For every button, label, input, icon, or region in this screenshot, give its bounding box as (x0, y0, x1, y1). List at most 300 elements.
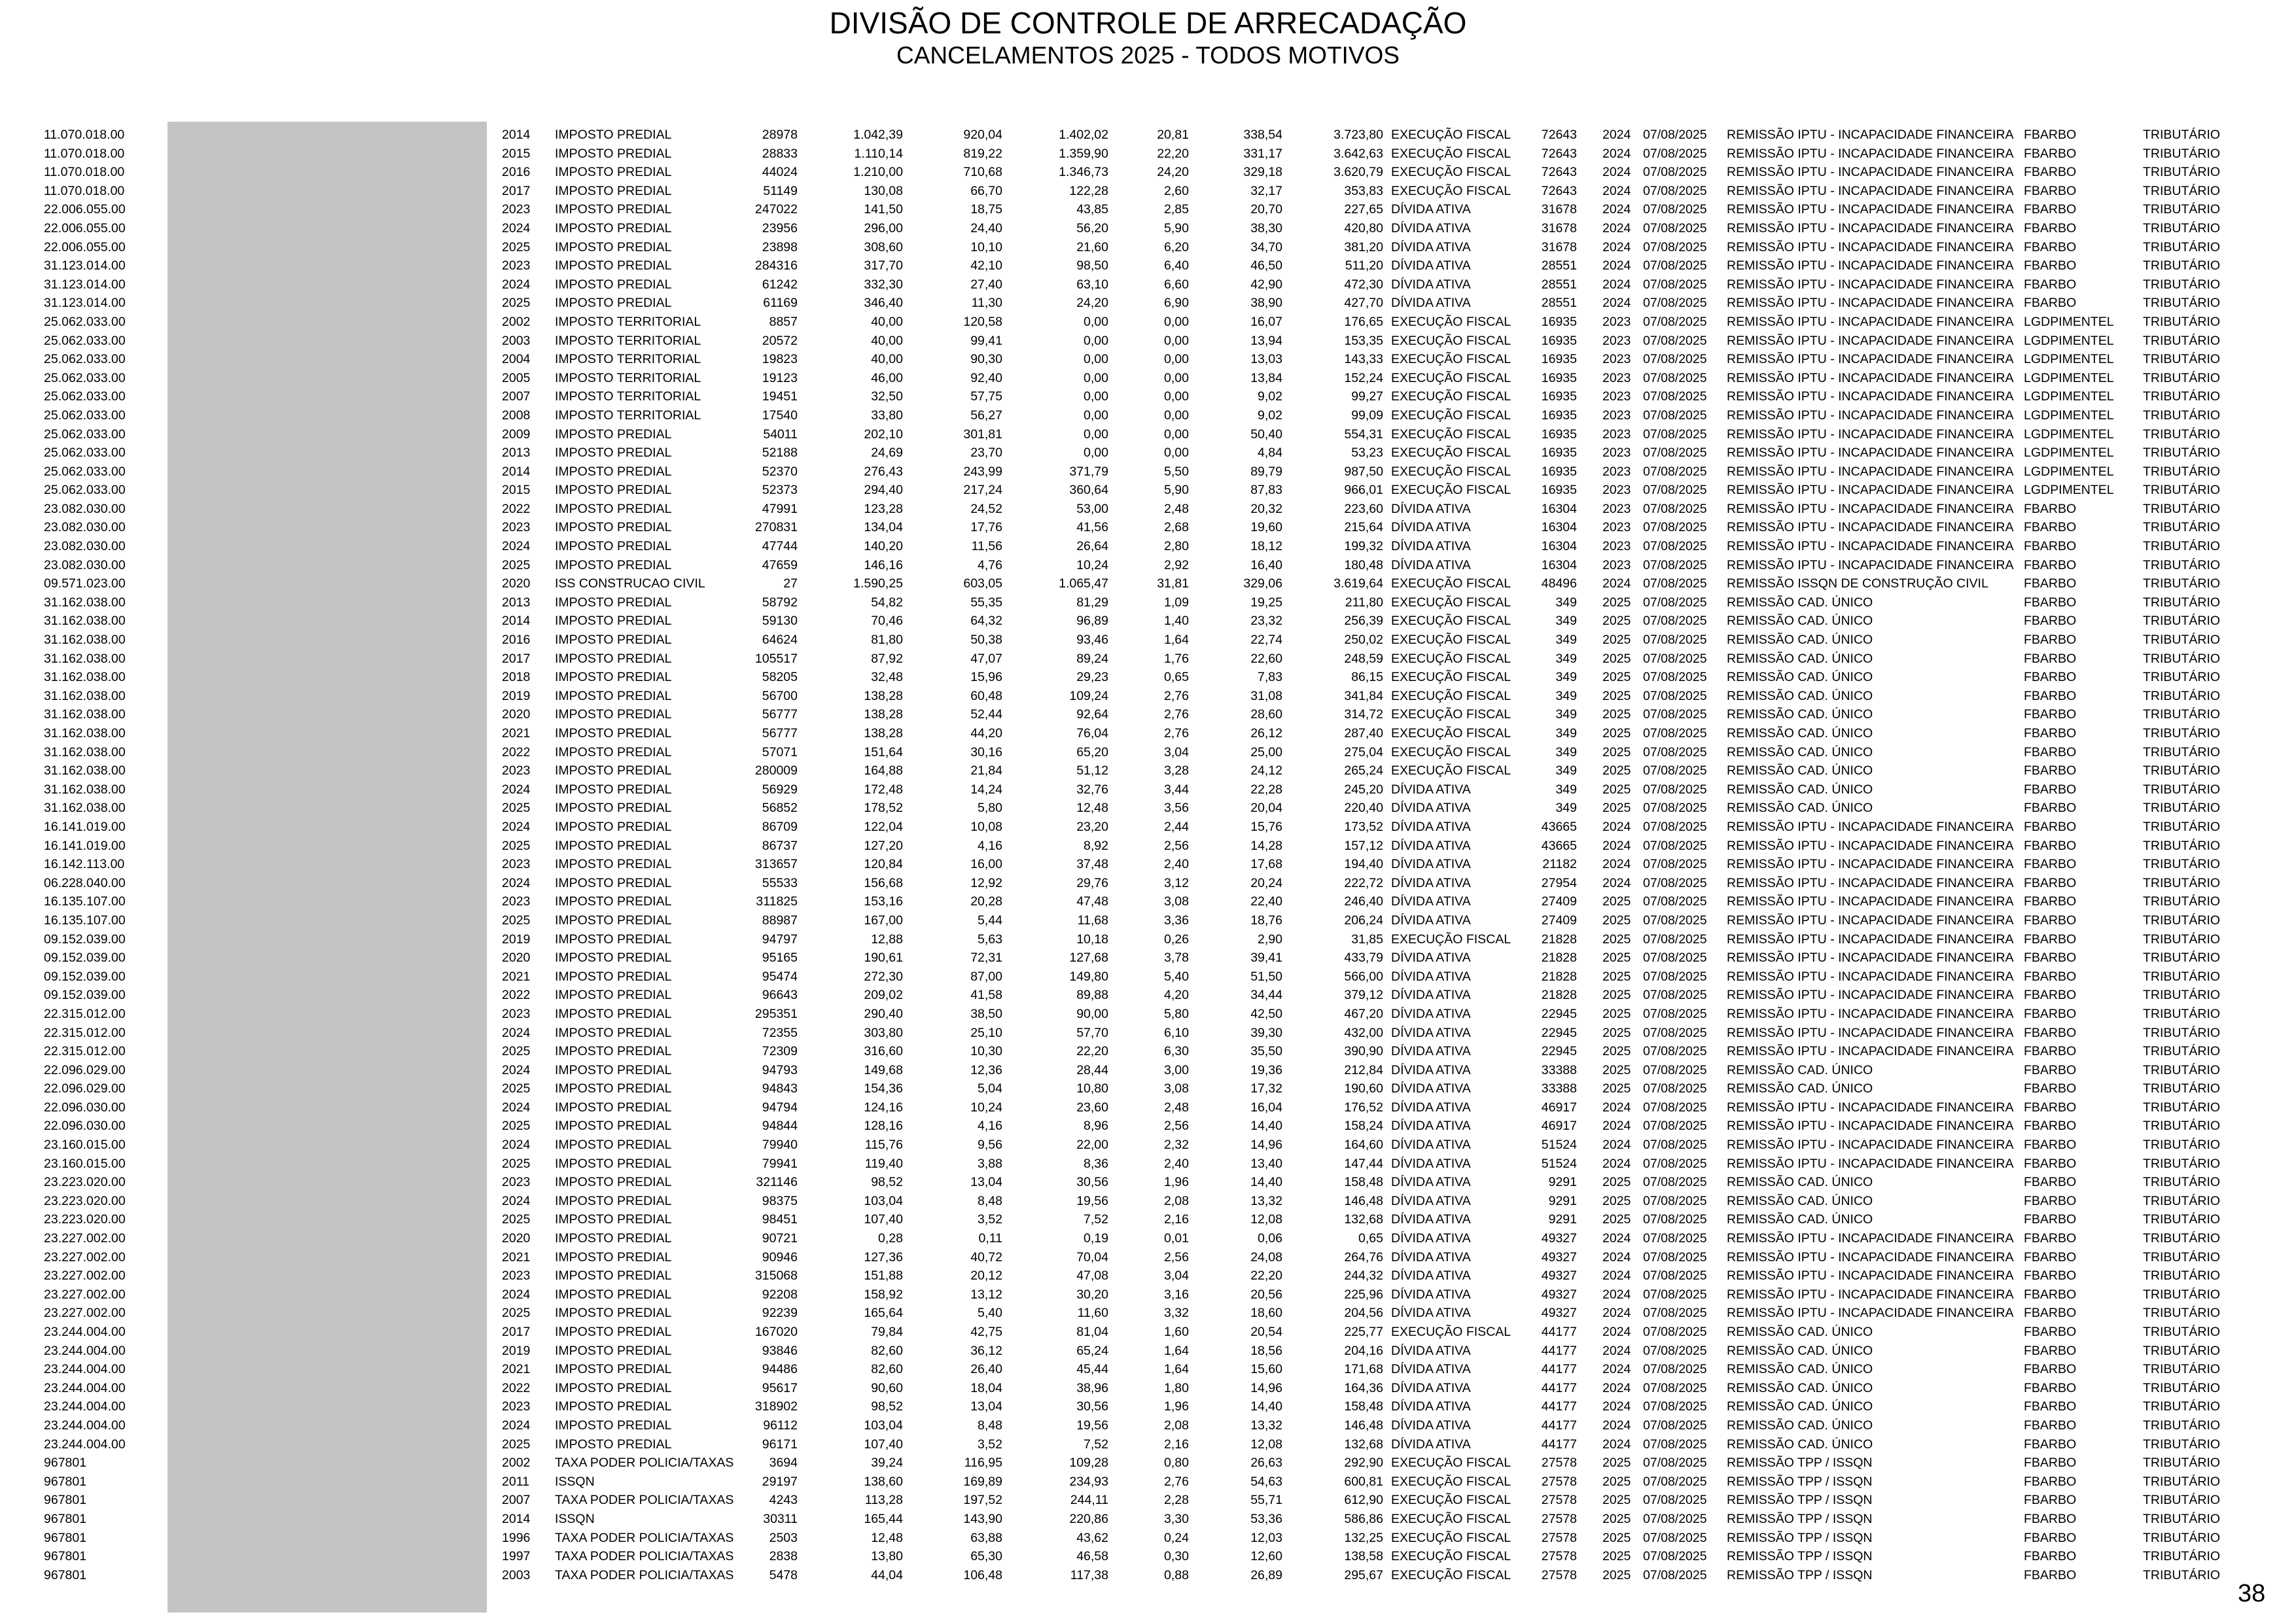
cell-process_year: 2023 (1602, 427, 1631, 442)
cell-status: EXECUÇÃO FISCAL (1391, 183, 1511, 198)
cell-tax_type: IMPOSTO PREDIAL (555, 1399, 672, 1414)
cell-reg_number: 28833 (762, 146, 798, 161)
cell-process_year: 2024 (1602, 1325, 1631, 1339)
cell-process_number: 21828 (1541, 988, 1577, 1003)
cell-reason: REMISSÃO TPP / ISSQN (1727, 1493, 1873, 1508)
cell-exercise_year: 2024 (502, 1287, 531, 1302)
cell-category: TRIBUTÁRIO (2143, 501, 2221, 516)
cell-value_2: 197,52 (963, 1493, 1002, 1508)
cell-value_2: 8,48 (978, 1418, 1002, 1433)
cell-category: TRIBUTÁRIO (2143, 165, 2221, 180)
cell-value_2: 106,48 (963, 1567, 1002, 1582)
cell-status: DÍVIDA ATIVA (1391, 258, 1471, 273)
cell-value_4: 4,20 (1164, 988, 1189, 1003)
cell-exercise_year: 2007 (502, 389, 531, 404)
cell-reason: REMISSÃO IPTU - INCAPACIDADE FINANCEIRA (1727, 969, 2014, 984)
cell-date: 07/08/2025 (1643, 1044, 1707, 1059)
cell-status: DÍVIDA ATIVA (1391, 239, 1471, 254)
cell-date: 07/08/2025 (1643, 633, 1707, 648)
cell-code: 23.227.002.00 (44, 1268, 126, 1283)
cell-code: 23.227.002.00 (44, 1231, 126, 1246)
cell-category: TRIBUTÁRIO (2143, 1418, 2221, 1433)
cell-value_4: 2,56 (1164, 1119, 1189, 1134)
cell-code: 22.315.012.00 (44, 1044, 126, 1059)
cell-category: TRIBUTÁRIO (2143, 651, 2221, 666)
cell-value_4: 6,30 (1164, 1044, 1189, 1059)
cell-category: TRIBUTÁRIO (2143, 1493, 2221, 1508)
cell-status: DÍVIDA ATIVA (1391, 1175, 1471, 1190)
cell-category: TRIBUTÁRIO (2143, 801, 2221, 816)
cell-value_3: 23,20 (1076, 819, 1108, 834)
cell-status: DÍVIDA ATIVA (1391, 1249, 1471, 1265)
cell-value_3: 22,00 (1076, 1138, 1108, 1153)
cell-value_total: 158,24 (1344, 1119, 1383, 1134)
cell-code: 25.062.033.00 (44, 370, 126, 385)
cell-status: EXECUÇÃO FISCAL (1391, 633, 1511, 648)
cell-date: 07/08/2025 (1643, 277, 1707, 292)
cell-exercise_year: 2021 (502, 1362, 531, 1377)
cell-reason: REMISSÃO IPTU - INCAPACIDADE FINANCEIRA (1727, 932, 2014, 947)
cell-value_3: 53,00 (1076, 501, 1108, 516)
cell-value_total: 246,40 (1344, 894, 1383, 909)
cell-tax_type: IMPOSTO PREDIAL (555, 183, 672, 198)
cell-tax_type: IMPOSTO PREDIAL (555, 857, 672, 872)
cell-code: 22.315.012.00 (44, 1006, 126, 1021)
cell-value_total: 146,48 (1344, 1193, 1383, 1208)
cell-user: FBARBO (2024, 651, 2077, 666)
table-row (0, 518, 2296, 537)
cell-value_5: 20,24 (1250, 875, 1282, 890)
cell-tax_type: IMPOSTO PREDIAL (555, 202, 672, 217)
cell-value_4: 3,36 (1164, 913, 1189, 928)
cell-date: 07/08/2025 (1643, 501, 1707, 516)
cell-date: 07/08/2025 (1643, 1549, 1707, 1564)
cell-value_3: 0,00 (1084, 333, 1108, 348)
cell-category: TRIBUTÁRIO (2143, 688, 2221, 703)
cell-exercise_year: 2016 (502, 633, 531, 648)
cell-value_1: 46,00 (871, 370, 903, 385)
cell-value_4: 0,00 (1164, 333, 1189, 348)
cell-user: FBARBO (2024, 1268, 2077, 1283)
cell-tax_type: IMPOSTO TERRITORIAL (555, 370, 701, 385)
cell-value_4: 0,80 (1164, 1456, 1189, 1471)
table-row (0, 275, 2296, 294)
cell-date: 07/08/2025 (1643, 838, 1707, 853)
cell-date: 07/08/2025 (1643, 352, 1707, 367)
cell-exercise_year: 2014 (502, 1511, 531, 1526)
cell-user: FBARBO (2024, 1343, 2077, 1358)
cell-value_3: 7,52 (1084, 1212, 1108, 1227)
cell-process_number: 349 (1555, 744, 1577, 759)
cell-user: FBARBO (2024, 688, 2077, 703)
cell-process_number: 44177 (1541, 1437, 1577, 1452)
cell-tax_type: IMPOSTO PREDIAL (555, 427, 672, 442)
cell-reg_number: 90721 (762, 1231, 798, 1246)
cell-process_year: 2024 (1602, 1306, 1631, 1321)
cell-reason: REMISSÃO IPTU - INCAPACIDADE FINANCEIRA (1727, 1287, 2014, 1302)
cell-value_4: 2,48 (1164, 1100, 1189, 1115)
cell-category: TRIBUTÁRIO (2143, 445, 2221, 461)
cell-reg_number: 19823 (762, 352, 798, 367)
cell-reg_number: 315068 (754, 1268, 798, 1283)
table-row (0, 1042, 2296, 1061)
cell-value_4: 2,76 (1164, 726, 1189, 741)
cell-category: TRIBUTÁRIO (2143, 969, 2221, 984)
cell-value_1: 158,92 (864, 1287, 903, 1302)
cell-tax_type: IMPOSTO PREDIAL (555, 1418, 672, 1433)
cell-value_5: 4,84 (1258, 445, 1282, 461)
cell-status: DÍVIDA ATIVA (1391, 969, 1471, 984)
cell-status: DÍVIDA ATIVA (1391, 1399, 1471, 1414)
cell-status: EXECUÇÃO FISCAL (1391, 128, 1511, 142)
cell-value_4: 5,90 (1164, 220, 1189, 236)
cell-reason: REMISSÃO IPTU - INCAPACIDADE FINANCEIRA (1727, 296, 2014, 311)
cell-code: 31.162.038.00 (44, 801, 126, 816)
cell-reg_number: 88987 (762, 913, 798, 928)
cell-exercise_year: 2024 (502, 539, 531, 554)
cell-value_1: 82,60 (871, 1343, 903, 1358)
cell-value_2: 52,44 (970, 707, 1002, 722)
cell-code: 23.082.030.00 (44, 539, 126, 554)
cell-reg_number: 92208 (762, 1287, 798, 1302)
cell-value_2: 50,38 (970, 633, 1002, 648)
cell-status: DÍVIDA ATIVA (1391, 1437, 1471, 1452)
cell-reg_number: 270831 (754, 520, 798, 535)
cell-value_1: 98,52 (871, 1175, 903, 1190)
cell-value_4: 0,65 (1164, 670, 1189, 685)
cell-user: FBARBO (2024, 1193, 2077, 1208)
cell-code: 967801 (44, 1456, 87, 1471)
cell-value_3: 29,23 (1076, 670, 1108, 685)
cell-code: 23.082.030.00 (44, 557, 126, 572)
cell-value_4: 0,00 (1164, 370, 1189, 385)
cell-status: DÍVIDA ATIVA (1391, 1081, 1471, 1096)
cell-value_total: 215,64 (1344, 520, 1383, 535)
cell-reg_number: 55533 (762, 875, 798, 890)
table-row (0, 1155, 2296, 1174)
cell-value_5: 2,90 (1258, 932, 1282, 947)
cell-value_3: 360,64 (1069, 483, 1108, 498)
cell-user: LGDPIMENTEL (2024, 314, 2114, 329)
cell-status: DÍVIDA ATIVA (1391, 1025, 1471, 1040)
cell-user: FBARBO (2024, 726, 2077, 741)
table-row (0, 799, 2296, 818)
cell-value_total: 176,65 (1344, 314, 1383, 329)
cell-value_5: 22,74 (1250, 633, 1282, 648)
cell-value_total: 176,52 (1344, 1100, 1383, 1115)
cell-status: DÍVIDA ATIVA (1391, 202, 1471, 217)
cell-value_2: 5,40 (978, 1306, 1002, 1321)
cell-value_1: 149,68 (864, 1062, 903, 1077)
cell-value_4: 0,24 (1164, 1530, 1189, 1545)
cell-exercise_year: 2020 (502, 576, 531, 591)
cell-value_4: 3,04 (1164, 744, 1189, 759)
cell-value_4: 3,28 (1164, 763, 1189, 778)
cell-reg_number: 92239 (762, 1306, 798, 1321)
cell-date: 07/08/2025 (1643, 1325, 1707, 1339)
cell-value_3: 92,64 (1076, 707, 1108, 722)
cell-value_4: 2,16 (1164, 1437, 1189, 1452)
cell-process_year: 2023 (1602, 352, 1631, 367)
cell-reg_number: 95474 (762, 969, 798, 984)
cell-user: FBARBO (2024, 988, 2077, 1003)
cell-value_3: 21,60 (1076, 239, 1108, 254)
cell-value_5: 35,50 (1250, 1044, 1282, 1059)
cell-user: LGDPIMENTEL (2024, 389, 2114, 404)
cell-value_3: 96,89 (1076, 614, 1108, 629)
cell-value_total: 132,25 (1344, 1530, 1383, 1545)
cell-code: 25.062.033.00 (44, 352, 126, 367)
cell-value_4: 2,56 (1164, 1249, 1189, 1265)
cell-category: TRIBUTÁRIO (2143, 670, 2221, 685)
cell-value_3: 46,58 (1076, 1549, 1108, 1564)
cell-reason: REMISSÃO IPTU - INCAPACIDADE FINANCEIRA (1727, 857, 2014, 872)
cell-process_year: 2024 (1602, 576, 1631, 591)
cell-user: FBARBO (2024, 1287, 2077, 1302)
cell-value_2: 92,40 (970, 370, 1002, 385)
cell-reg_number: 29197 (762, 1474, 798, 1489)
cell-value_2: 16,00 (970, 857, 1002, 872)
cell-reg_number: 47744 (762, 539, 798, 554)
cell-reg_number: 2838 (769, 1549, 798, 1564)
cell-process_number: 43665 (1541, 838, 1577, 853)
cell-value_total: 225,96 (1344, 1287, 1383, 1302)
cell-process_number: 27578 (1541, 1549, 1577, 1564)
cell-value_5: 19,36 (1250, 1062, 1282, 1077)
cell-status: DÍVIDA ATIVA (1391, 1231, 1471, 1246)
cell-status: DÍVIDA ATIVA (1391, 1287, 1471, 1302)
cell-value_4: 1,96 (1164, 1399, 1189, 1414)
cell-process_number: 33388 (1541, 1062, 1577, 1077)
cell-reg_number: 44024 (762, 165, 798, 180)
cell-status: EXECUÇÃO FISCAL (1391, 1549, 1511, 1564)
cell-value_3: 371,79 (1069, 464, 1108, 479)
cell-category: TRIBUTÁRIO (2143, 1193, 2221, 1208)
cell-user: FBARBO (2024, 707, 2077, 722)
cell-value_5: 39,30 (1250, 1025, 1282, 1040)
table-row (0, 1342, 2296, 1361)
cell-user: FBARBO (2024, 220, 2077, 236)
cell-process_year: 2025 (1602, 894, 1631, 909)
cell-value_3: 89,24 (1076, 651, 1108, 666)
cell-reason: REMISSÃO ISSQN DE CONSTRUÇÃO CIVIL (1727, 576, 1988, 591)
cell-tax_type: IMPOSTO PREDIAL (555, 633, 672, 648)
cell-value_total: 0,65 (1358, 1231, 1383, 1246)
cell-tax_type: IMPOSTO PREDIAL (555, 520, 672, 535)
cell-category: TRIBUTÁRIO (2143, 352, 2221, 367)
cell-user: FBARBO (2024, 1212, 2077, 1227)
cell-code: 31.162.038.00 (44, 707, 126, 722)
cell-value_2: 57,75 (970, 389, 1002, 404)
cell-process_year: 2025 (1602, 1511, 1631, 1526)
cell-category: TRIBUTÁRIO (2143, 763, 2221, 778)
cell-process_number: 349 (1555, 614, 1577, 629)
cell-value_total: 204,56 (1344, 1306, 1383, 1321)
cell-status: DÍVIDA ATIVA (1391, 220, 1471, 236)
cell-reg_number: 17540 (762, 408, 798, 423)
cell-process_number: 22945 (1541, 1044, 1577, 1059)
cell-tax_type: IMPOSTO PREDIAL (555, 1249, 672, 1265)
cell-tax_type: IMPOSTO PREDIAL (555, 445, 672, 461)
cell-tax_type: IMPOSTO PREDIAL (555, 913, 672, 928)
cell-exercise_year: 2024 (502, 1100, 531, 1115)
cell-value_5: 50,40 (1250, 427, 1282, 442)
cell-exercise_year: 2025 (502, 557, 531, 572)
cell-value_5: 22,60 (1250, 651, 1282, 666)
cell-value_1: 294,40 (864, 483, 903, 498)
cell-value_5: 17,68 (1250, 857, 1282, 872)
cell-exercise_year: 2009 (502, 427, 531, 442)
cell-value_5: 20,32 (1250, 501, 1282, 516)
cell-reg_number: 59130 (762, 614, 798, 629)
cell-value_2: 243,99 (963, 464, 1002, 479)
cell-value_5: 338,54 (1243, 128, 1282, 142)
cell-reason: REMISSÃO TPP / ISSQN (1727, 1530, 1873, 1545)
cell-exercise_year: 2022 (502, 1380, 531, 1395)
cell-value_2: 26,40 (970, 1362, 1002, 1377)
cell-value_4: 0,00 (1164, 352, 1189, 367)
cell-value_4: 2,68 (1164, 520, 1189, 535)
cell-value_3: 0,00 (1084, 427, 1108, 442)
cell-reason: REMISSÃO IPTU - INCAPACIDADE FINANCEIRA (1727, 1100, 2014, 1115)
table-row (0, 668, 2296, 687)
cell-user: FBARBO (2024, 146, 2077, 161)
cell-value_total: 467,20 (1344, 1006, 1383, 1021)
cell-value_3: 65,24 (1076, 1343, 1108, 1358)
cell-tax_type: IMPOSTO PREDIAL (555, 1212, 672, 1227)
cell-category: TRIBUTÁRIO (2143, 1511, 2221, 1526)
cell-value_2: 9,56 (978, 1138, 1002, 1153)
cell-category: TRIBUTÁRIO (2143, 819, 2221, 834)
cell-status: DÍVIDA ATIVA (1391, 557, 1471, 572)
cell-date: 07/08/2025 (1643, 483, 1707, 498)
cell-process_number: 21182 (1542, 857, 1577, 872)
cell-value_4: 2,60 (1164, 183, 1189, 198)
cell-date: 07/08/2025 (1643, 1231, 1707, 1246)
cell-value_3: 19,56 (1076, 1418, 1108, 1433)
cell-value_total: 190,60 (1344, 1081, 1383, 1096)
cell-process_year: 2024 (1602, 1231, 1631, 1246)
cell-reason: REMISSÃO CAD. ÚNICO (1727, 614, 1873, 629)
cell-code: 967801 (44, 1474, 87, 1489)
cell-reg_number: 79940 (762, 1138, 798, 1153)
cell-code: 23.227.002.00 (44, 1249, 126, 1265)
table-row (0, 1210, 2296, 1229)
table-row (0, 780, 2296, 799)
cell-code: 967801 (44, 1493, 87, 1508)
cell-category: TRIBUTÁRIO (2143, 427, 2221, 442)
cell-value_2: 24,40 (970, 220, 1002, 236)
cell-value_5: 15,60 (1250, 1362, 1282, 1377)
cell-value_total: 164,60 (1344, 1138, 1383, 1153)
cell-value_1: 107,40 (864, 1437, 903, 1452)
cell-value_3: 93,46 (1076, 633, 1108, 648)
table-row (0, 574, 2296, 593)
cell-process_number: 27578 (1541, 1474, 1577, 1489)
cell-reason: REMISSÃO CAD. ÚNICO (1727, 726, 1873, 741)
cell-tax_type: IMPOSTO PREDIAL (555, 1343, 672, 1358)
cell-status: DÍVIDA ATIVA (1391, 1362, 1471, 1377)
cell-user: FBARBO (2024, 857, 2077, 872)
cell-reason: REMISSÃO TPP / ISSQN (1727, 1474, 1873, 1489)
cell-exercise_year: 1997 (502, 1549, 531, 1564)
cell-value_total: 245,20 (1344, 782, 1383, 797)
cell-value_total: 158,48 (1344, 1399, 1383, 1414)
cell-value_1: 332,30 (864, 277, 903, 292)
table-row (0, 126, 2296, 145)
cell-tax_type: IMPOSTO PREDIAL (555, 838, 672, 853)
cell-tax_type: IMPOSTO PREDIAL (555, 557, 672, 572)
cell-process_number: 16935 (1541, 408, 1577, 423)
cell-tax_type: IMPOSTO PREDIAL (555, 763, 672, 778)
cell-code: 11.070.018.00 (44, 146, 125, 161)
cell-value_1: 164,88 (864, 763, 903, 778)
cell-user: FBARBO (2024, 1325, 2077, 1339)
cell-process_number: 16935 (1541, 314, 1577, 329)
cell-user: FBARBO (2024, 1456, 2077, 1471)
cell-value_2: 42,10 (970, 258, 1002, 273)
cell-value_total: 138,58 (1344, 1549, 1383, 1564)
cell-process_year: 2025 (1602, 1193, 1631, 1208)
cell-reg_number: 8857 (769, 314, 798, 329)
cell-value_3: 1.065,47 (1059, 576, 1108, 591)
cell-date: 07/08/2025 (1643, 614, 1707, 629)
cell-date: 07/08/2025 (1643, 782, 1707, 797)
cell-value_1: 44,04 (871, 1567, 903, 1582)
cell-value_3: 24,20 (1076, 296, 1108, 311)
cell-exercise_year: 2003 (502, 1567, 531, 1582)
cell-value_2: 12,92 (970, 875, 1002, 890)
cell-process_number: 27954 (1541, 875, 1577, 890)
table-row (0, 425, 2296, 444)
cell-value_2: 30,16 (970, 744, 1002, 759)
cell-value_1: 296,00 (864, 220, 903, 236)
cell-category: TRIBUTÁRIO (2143, 1456, 2221, 1471)
cell-value_3: 19,56 (1076, 1193, 1108, 1208)
cell-date: 07/08/2025 (1643, 1418, 1707, 1433)
cell-date: 07/08/2025 (1643, 165, 1707, 180)
table-row (0, 369, 2296, 388)
cell-value_total: 173,52 (1344, 819, 1383, 834)
cell-tax_type: IMPOSTO PREDIAL (555, 1119, 672, 1134)
cell-category: TRIBUTÁRIO (2143, 894, 2221, 909)
cell-exercise_year: 2025 (502, 1212, 531, 1227)
cell-code: 22.096.030.00 (44, 1119, 126, 1134)
cell-reg_number: 57071 (762, 744, 798, 759)
cell-value_5: 19,25 (1250, 595, 1282, 610)
cell-value_1: 87,92 (871, 651, 903, 666)
cell-process_year: 2025 (1602, 1044, 1631, 1059)
cell-date: 07/08/2025 (1643, 239, 1707, 254)
cell-exercise_year: 2021 (502, 1249, 531, 1265)
cell-user: FBARBO (2024, 1062, 2077, 1077)
cell-value_1: 146,16 (864, 557, 903, 572)
cell-process_number: 28551 (1541, 258, 1577, 273)
cell-process_number: 72643 (1541, 146, 1577, 161)
cell-reg_number: 284316 (754, 258, 798, 273)
cell-tax_type: IMPOSTO PREDIAL (555, 258, 672, 273)
cell-reason: REMISSÃO IPTU - INCAPACIDADE FINANCEIRA (1727, 183, 2014, 198)
cell-exercise_year: 1996 (502, 1530, 531, 1545)
table-row (0, 294, 2296, 313)
cell-status: DÍVIDA ATIVA (1391, 1062, 1471, 1077)
cell-reg_number: 54011 (763, 427, 798, 442)
cell-code: 09.571.023.00 (44, 576, 126, 591)
cell-status: EXECUÇÃO FISCAL (1391, 763, 1511, 778)
table-row (0, 406, 2296, 425)
cell-tax_type: IMPOSTO PREDIAL (555, 932, 672, 947)
cell-date: 07/08/2025 (1643, 1249, 1707, 1265)
